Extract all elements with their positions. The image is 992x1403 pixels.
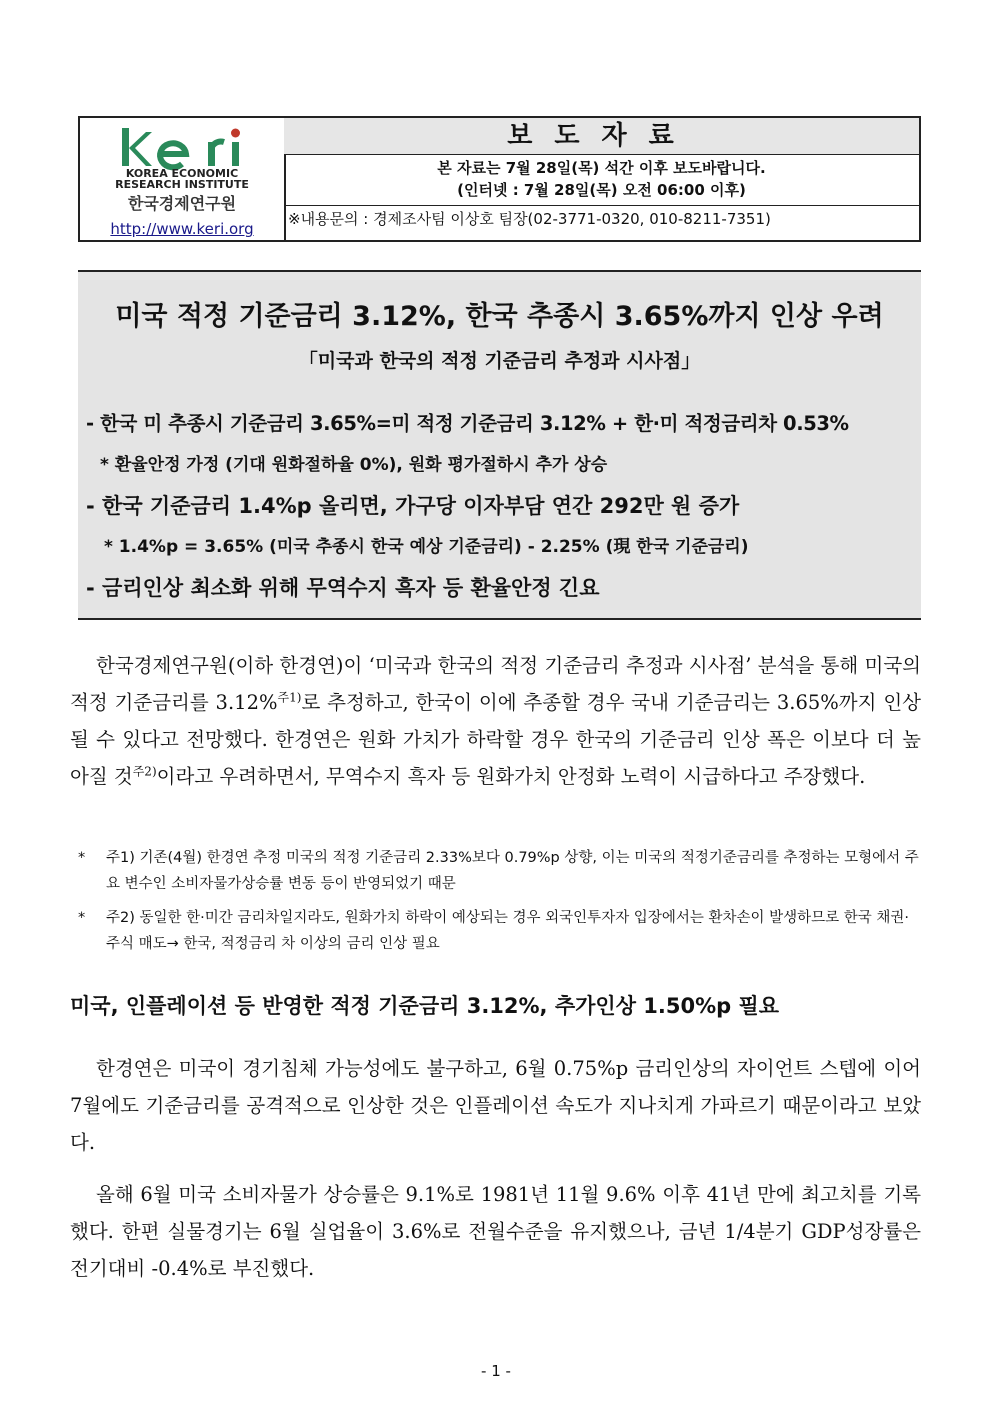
section-heading: 미국, 인플레이션 등 반영한 적정 기준금리 3.12%, 추가인상 1.50%p 필요 [70,994,780,1018]
keri-logo-block [80,118,286,240]
footnote-2 [70,905,921,957]
footnote-2-text: 주2) 동일한 한·미간 금리차일지라도, 원화가치 하락이 예상되는 경우 외국인투자자 입장에서는 환차손이 발생하므로 한국 채권·주식 매도→ 한국, 적정금리 차 이상의 금리 인상 필요 [106,910,909,952]
summary-bullet-1: - 한국 미 추종시 기준금리 3.65%=미 적정 기준금리 3.12% + 한·미 적정금리차 0.53% [86,412,849,435]
logo-korean-name: 한국경제연구원 [127,194,237,213]
body-paragraph-2: 한경연은 미국이 경기침체 가능성에도 불구하고, 6월 0.75%p 금리인상의 자이언트 스텝에 이어 7월에도 기준금리를 공격적으로 인상한 것은 인플레이션 속도가 지나치게 가파르기 때문이라고 보았다. [70,1057,921,1154]
footnote-asterisk: * [78,910,86,926]
paragraph-1-text-b: 로 추정하고, 한국이 이에 추종할 경우 국내 기준금리는 3.65%까지 인상될 수 있다고 전망했다. 한경연은 원화 가치가 하락할 경우 한국의 기준금리 인상 폭은 이보다 더 높아질 것 [70,691,921,788]
embargo-line-1: 본 자료는 7월 28일(목) 석간 이후 보도바랍니다. [437,159,766,177]
logo-english-line-2: RESEARCH INSTITUTE [115,178,249,191]
paragraph-1-text-a: 한국경제연구원(이하 한경연)이 ‘미국과 한국의 적정 기준금리 추정과 시사점’ 분석을 통해 미국의 적정 기준금리를 3.12% [70,654,921,714]
summary-bullet-2-note: * 1.4%p = 3.65% (미국 추종시 한국 예상 기준금리) - 2.25% (現 한국 기준금리) [104,537,749,557]
press-release-header [78,116,921,242]
summary-box [78,270,921,620]
summary-bullet-3: - 금리인상 최소화 위해 무역수지 흑자 등 환율안정 긴요 [86,576,600,600]
logo-english-line-1: KOREA ECONOMIC [125,167,239,180]
embargo-notice [284,155,919,206]
body-paragraph-1 [70,647,921,795]
report-subtitle: 「미국과 한국의 적정 기준금리 추정과 시사점」 [298,350,701,372]
footnote-ref-1: 주1) [277,690,302,705]
footnote-ref-2: 주2) [132,764,157,779]
headline: 미국 적정 기준금리 3.12%, 한국 추종시 3.65%까지 인상 우려 [115,301,884,332]
press-release-title: 보도자료 [284,118,919,155]
contact-info: ※내용문의 : 경제조사팀 이상호 팀장(02-3771-0320, 010-8211-7351) [288,210,771,228]
body-paragraph-3: 올해 6월 미국 소비자물가 상승률은 9.1%로 1981년 11월 9.6% 이후 41년 만에 최고치를 기록했다. 한편 실물경기는 6월 실업율이 3.6%로 전월수준을 유지했으나, 금년 1/4분기 GDP성장률은 전기대비 -0.4%로 부진했다. [70,1183,921,1280]
embargo-line-2: (인터넷 : 7월 28일(목) 오전 06:00 이후) [457,181,746,199]
footnote-1-text: 주1) 기존(4월) 한경연 추정 미국의 적정 기준금리 2.33%보다 0.79%p 상향, 이는 미국의 적정기준금리를 추정하는 모형에서 주요 변수인 소비자물가상승률 변동 등이 반영되었기 때문 [106,850,919,892]
footnote-1 [70,845,921,897]
website-link[interactable]: http://www.keri.org [110,220,254,238]
summary-bullet-1-note: * 환율안정 가정 (기대 원화절하율 0%), 원화 평가절하시 추가 상승 [100,455,608,475]
page-number: - 1 - [481,1362,511,1380]
paragraph-1-text-c: 이라고 우려하면서, 무역수지 흑자 등 원화가치 안정화 노력이 시급하다고 주장했다. [156,765,866,788]
footnote-asterisk: * [78,850,86,866]
summary-bullet-2: - 한국 기준금리 1.4%p 올리면, 가구당 이자부담 연간 292만 원 증가 [86,494,740,518]
